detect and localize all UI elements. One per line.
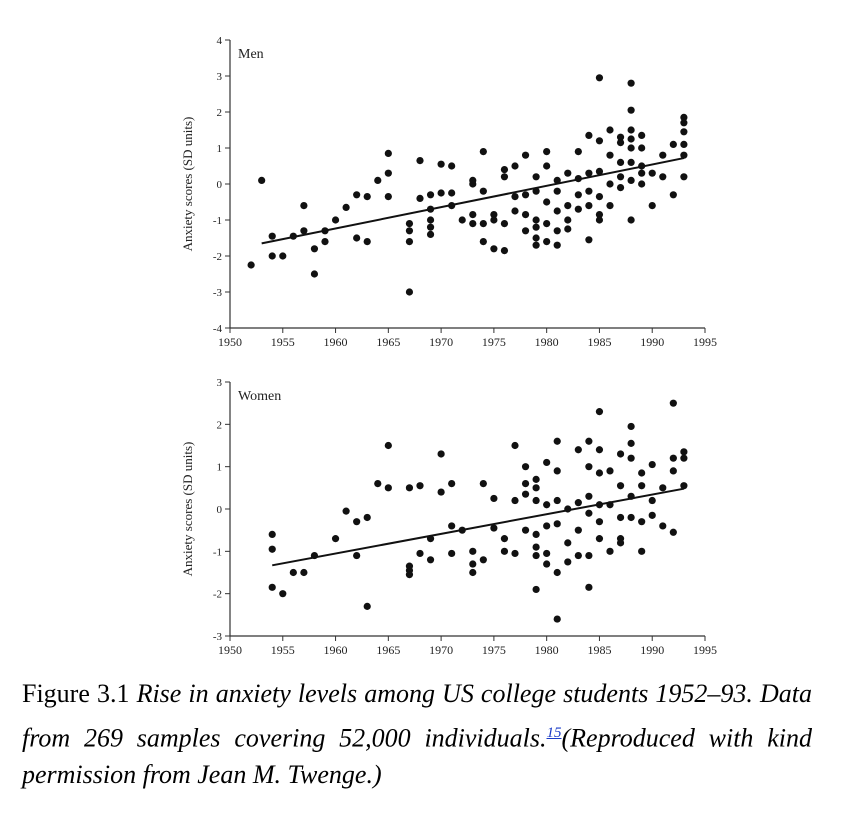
data-point bbox=[533, 224, 540, 231]
data-point bbox=[585, 202, 592, 209]
data-point bbox=[480, 148, 487, 155]
data-point bbox=[416, 550, 423, 557]
data-point bbox=[606, 152, 613, 159]
data-point bbox=[469, 569, 476, 576]
data-point bbox=[438, 488, 445, 495]
data-point bbox=[638, 180, 645, 187]
data-point bbox=[353, 191, 360, 198]
caption-footnote bbox=[547, 718, 562, 742]
data-point bbox=[522, 227, 529, 234]
trend-line bbox=[272, 489, 684, 566]
data-point bbox=[606, 126, 613, 133]
data-point bbox=[617, 173, 624, 180]
data-point bbox=[406, 484, 413, 491]
data-point bbox=[364, 514, 371, 521]
data-point bbox=[406, 227, 413, 234]
data-point bbox=[649, 512, 656, 519]
data-point bbox=[416, 195, 423, 202]
y-axis-label: Anxiety scores (SD units) bbox=[180, 441, 195, 577]
data-point bbox=[617, 139, 624, 146]
data-point bbox=[490, 216, 497, 223]
data-point bbox=[638, 469, 645, 476]
data-point bbox=[585, 132, 592, 139]
data-point bbox=[311, 270, 318, 277]
data-point bbox=[543, 522, 550, 529]
x-tick-label: 1995 bbox=[693, 335, 717, 349]
men-panel bbox=[180, 35, 717, 349]
data-point bbox=[670, 141, 677, 148]
data-point bbox=[575, 148, 582, 155]
data-point bbox=[511, 497, 518, 504]
data-point bbox=[659, 484, 666, 491]
data-point bbox=[406, 238, 413, 245]
data-point bbox=[480, 556, 487, 563]
y-tick-label: -1 bbox=[212, 546, 222, 559]
data-point bbox=[628, 126, 635, 133]
data-point bbox=[533, 216, 540, 223]
data-point bbox=[564, 202, 571, 209]
data-point bbox=[501, 220, 508, 227]
data-point bbox=[585, 170, 592, 177]
data-point bbox=[364, 238, 371, 245]
data-point bbox=[438, 161, 445, 168]
data-point bbox=[670, 529, 677, 536]
data-point bbox=[638, 132, 645, 139]
data-point bbox=[596, 74, 603, 81]
data-point bbox=[617, 159, 624, 166]
data-point bbox=[385, 193, 392, 200]
data-point bbox=[575, 552, 582, 559]
data-point bbox=[353, 552, 360, 559]
data-point bbox=[490, 245, 497, 252]
data-point bbox=[585, 493, 592, 500]
data-point bbox=[596, 469, 603, 476]
data-point bbox=[554, 467, 561, 474]
data-point bbox=[617, 539, 624, 546]
data-point bbox=[585, 552, 592, 559]
data-point bbox=[670, 467, 677, 474]
y-tick-label: 3 bbox=[216, 71, 222, 83]
panel-label: Women bbox=[238, 389, 282, 404]
data-point bbox=[596, 518, 603, 525]
x-tick-label: 1960 bbox=[323, 335, 348, 349]
data-point bbox=[448, 522, 455, 529]
data-point bbox=[385, 150, 392, 157]
data-point bbox=[501, 247, 508, 254]
data-point bbox=[575, 527, 582, 534]
x-tick-label: 1985 bbox=[587, 643, 612, 657]
data-point bbox=[596, 535, 603, 542]
data-point bbox=[543, 550, 550, 557]
caption-lead: Figure 3.1 bbox=[22, 679, 137, 708]
data-point bbox=[511, 162, 518, 169]
data-point bbox=[332, 216, 339, 223]
data-point bbox=[585, 188, 592, 195]
data-point bbox=[511, 442, 518, 449]
data-point bbox=[406, 220, 413, 227]
data-point bbox=[596, 446, 603, 453]
y-tick-label: -2 bbox=[212, 251, 222, 263]
data-point bbox=[543, 162, 550, 169]
x-tick-label: 1950 bbox=[218, 643, 242, 657]
women-panel bbox=[180, 377, 717, 657]
data-point bbox=[554, 569, 561, 576]
data-point bbox=[638, 144, 645, 151]
data-point bbox=[469, 211, 476, 218]
data-point bbox=[385, 442, 392, 449]
data-point bbox=[606, 467, 613, 474]
data-point bbox=[490, 495, 497, 502]
data-point bbox=[480, 220, 487, 227]
y-tick-label: -2 bbox=[212, 588, 222, 601]
data-point bbox=[300, 569, 307, 576]
data-point bbox=[533, 242, 540, 249]
data-point bbox=[670, 455, 677, 462]
data-point bbox=[585, 438, 592, 445]
data-point bbox=[332, 535, 339, 542]
data-point bbox=[638, 482, 645, 489]
data-point bbox=[649, 202, 656, 209]
y-tick-label: 0 bbox=[216, 179, 222, 191]
data-point bbox=[469, 177, 476, 184]
y-tick-label: 3 bbox=[216, 377, 222, 389]
data-point bbox=[575, 499, 582, 506]
data-point bbox=[416, 157, 423, 164]
data-point bbox=[554, 438, 561, 445]
data-point bbox=[248, 261, 255, 268]
data-point bbox=[501, 166, 508, 173]
data-point bbox=[438, 450, 445, 457]
x-tick-label: 1955 bbox=[270, 335, 295, 349]
data-point bbox=[543, 238, 550, 245]
data-point bbox=[670, 400, 677, 407]
data-point bbox=[533, 552, 540, 559]
y-tick-label: 2 bbox=[216, 419, 222, 432]
data-point bbox=[438, 189, 445, 196]
data-point bbox=[564, 216, 571, 223]
data-point bbox=[533, 234, 540, 241]
data-point bbox=[533, 531, 540, 538]
data-point bbox=[628, 177, 635, 184]
data-point bbox=[554, 207, 561, 214]
x-tick-label: 1975 bbox=[481, 643, 506, 657]
data-point bbox=[543, 560, 550, 567]
data-point bbox=[258, 177, 265, 184]
data-point bbox=[311, 245, 318, 252]
data-point bbox=[554, 227, 561, 234]
data-point bbox=[543, 501, 550, 508]
data-point bbox=[649, 170, 656, 177]
x-tick-label: 1980 bbox=[534, 643, 559, 657]
data-point bbox=[364, 193, 371, 200]
x-tick-label: 1950 bbox=[218, 335, 242, 349]
data-point bbox=[269, 584, 276, 591]
data-point bbox=[480, 480, 487, 487]
data-point bbox=[511, 550, 518, 557]
data-point bbox=[680, 119, 687, 126]
x-tick-label: 1955 bbox=[270, 643, 295, 657]
data-point bbox=[628, 514, 635, 521]
data-point bbox=[554, 188, 561, 195]
data-point bbox=[501, 548, 508, 555]
data-point bbox=[385, 484, 392, 491]
data-point bbox=[448, 480, 455, 487]
data-point bbox=[638, 548, 645, 555]
caption-tail: (Reproduced with kind permission from Jean M. Twenge.) bbox=[22, 723, 812, 789]
y-tick-label: -3 bbox=[212, 631, 222, 643]
data-point bbox=[585, 463, 592, 470]
data-point bbox=[533, 586, 540, 593]
data-point bbox=[617, 482, 624, 489]
data-point bbox=[469, 548, 476, 555]
y-tick-label: -4 bbox=[212, 323, 222, 335]
data-point bbox=[670, 191, 677, 198]
data-point bbox=[522, 491, 529, 498]
data-point bbox=[628, 80, 635, 87]
data-point bbox=[680, 128, 687, 135]
data-point bbox=[522, 211, 529, 218]
x-tick-label: 1970 bbox=[429, 643, 454, 657]
data-point bbox=[659, 173, 666, 180]
data-point bbox=[511, 207, 518, 214]
data-point bbox=[564, 539, 571, 546]
data-point bbox=[374, 177, 381, 184]
data-point bbox=[628, 159, 635, 166]
data-point bbox=[511, 193, 518, 200]
data-point bbox=[321, 238, 328, 245]
panel-label: Men bbox=[238, 47, 264, 62]
y-axis-label: Anxiety scores (SD units) bbox=[180, 116, 195, 252]
data-point bbox=[459, 216, 466, 223]
data-point bbox=[628, 135, 635, 142]
data-point bbox=[480, 238, 487, 245]
data-point bbox=[659, 522, 666, 529]
data-point bbox=[522, 191, 529, 198]
data-point bbox=[269, 531, 276, 538]
data-point bbox=[596, 408, 603, 415]
data-point bbox=[606, 180, 613, 187]
trend-line bbox=[262, 158, 684, 243]
data-point bbox=[680, 173, 687, 180]
data-point bbox=[638, 518, 645, 525]
data-point bbox=[522, 480, 529, 487]
data-point bbox=[279, 590, 286, 597]
data-point bbox=[564, 170, 571, 177]
data-point bbox=[659, 152, 666, 159]
data-point bbox=[279, 252, 286, 259]
data-point bbox=[269, 252, 276, 259]
data-point bbox=[543, 220, 550, 227]
data-point bbox=[343, 204, 350, 211]
data-point bbox=[628, 455, 635, 462]
data-point bbox=[554, 242, 561, 249]
data-point bbox=[585, 584, 592, 591]
data-point bbox=[353, 234, 360, 241]
data-point bbox=[564, 225, 571, 232]
data-point bbox=[427, 231, 434, 238]
data-point bbox=[353, 518, 360, 525]
data-point bbox=[606, 202, 613, 209]
data-point bbox=[448, 189, 455, 196]
data-point bbox=[680, 455, 687, 462]
x-tick-label: 1965 bbox=[376, 335, 401, 349]
y-tick-label: 1 bbox=[216, 461, 222, 474]
y-tick-label: 2 bbox=[216, 107, 222, 119]
y-tick-label: 1 bbox=[216, 143, 222, 155]
data-point bbox=[543, 459, 550, 466]
data-point bbox=[364, 603, 371, 610]
data-point bbox=[543, 198, 550, 205]
data-point bbox=[533, 544, 540, 551]
data-point bbox=[596, 137, 603, 144]
x-tick-label: 1980 bbox=[534, 335, 559, 349]
figure-caption bbox=[22, 676, 812, 793]
data-point bbox=[543, 148, 550, 155]
data-point bbox=[575, 191, 582, 198]
x-tick-label: 1990 bbox=[640, 643, 665, 657]
data-point bbox=[406, 571, 413, 578]
data-point bbox=[564, 558, 571, 565]
data-point bbox=[617, 450, 624, 457]
y-tick-label: 4 bbox=[216, 35, 222, 47]
data-point bbox=[606, 548, 613, 555]
data-point bbox=[448, 162, 455, 169]
data-point bbox=[596, 193, 603, 200]
x-tick-label: 1985 bbox=[587, 335, 612, 349]
data-point bbox=[416, 482, 423, 489]
data-point bbox=[638, 170, 645, 177]
caption-body: Rise in anxiety levels among US college students 1952–93. Data from 269 samples covering 52,000 individuals. bbox=[22, 679, 812, 753]
y-tick-label: -3 bbox=[212, 287, 222, 299]
data-point bbox=[533, 476, 540, 483]
data-point bbox=[300, 202, 307, 209]
data-point bbox=[628, 216, 635, 223]
data-point bbox=[617, 184, 624, 191]
data-point bbox=[554, 520, 561, 527]
data-point bbox=[522, 152, 529, 159]
data-point bbox=[585, 510, 592, 517]
data-point bbox=[575, 446, 582, 453]
data-point bbox=[596, 216, 603, 223]
x-tick-label: 1965 bbox=[376, 643, 401, 657]
data-point bbox=[290, 569, 297, 576]
x-tick-label: 1975 bbox=[481, 335, 506, 349]
data-point bbox=[385, 170, 392, 177]
data-point bbox=[522, 527, 529, 534]
data-point bbox=[575, 206, 582, 213]
x-tick-label: 1960 bbox=[323, 643, 348, 657]
data-point bbox=[533, 173, 540, 180]
data-point bbox=[585, 236, 592, 243]
data-point bbox=[680, 141, 687, 148]
y-tick-label: 0 bbox=[216, 504, 222, 516]
x-tick-label: 1970 bbox=[429, 335, 454, 349]
data-point bbox=[469, 220, 476, 227]
data-point bbox=[300, 227, 307, 234]
data-point bbox=[406, 288, 413, 295]
data-point bbox=[628, 440, 635, 447]
data-point bbox=[533, 497, 540, 504]
data-point bbox=[427, 224, 434, 231]
data-point bbox=[427, 556, 434, 563]
x-tick-label: 1990 bbox=[640, 335, 665, 349]
data-point bbox=[628, 107, 635, 114]
data-point bbox=[554, 497, 561, 504]
x-tick-label: 1995 bbox=[693, 643, 717, 657]
data-point bbox=[427, 216, 434, 223]
data-point bbox=[448, 550, 455, 557]
data-point bbox=[480, 188, 487, 195]
data-point bbox=[269, 233, 276, 240]
data-point bbox=[343, 508, 350, 515]
footnote-link[interactable]: 15 bbox=[546, 725, 562, 741]
y-tick-label: -1 bbox=[212, 215, 222, 227]
data-point bbox=[269, 546, 276, 553]
data-point bbox=[374, 480, 381, 487]
data-point bbox=[680, 448, 687, 455]
data-point bbox=[522, 463, 529, 470]
data-point bbox=[501, 535, 508, 542]
data-point bbox=[533, 484, 540, 491]
data-point bbox=[628, 423, 635, 430]
data-point bbox=[501, 173, 508, 180]
data-point bbox=[649, 461, 656, 468]
data-point bbox=[554, 615, 561, 622]
data-point bbox=[469, 560, 476, 567]
data-point bbox=[649, 497, 656, 504]
data-point bbox=[628, 144, 635, 151]
data-point bbox=[427, 191, 434, 198]
data-point bbox=[617, 514, 624, 521]
